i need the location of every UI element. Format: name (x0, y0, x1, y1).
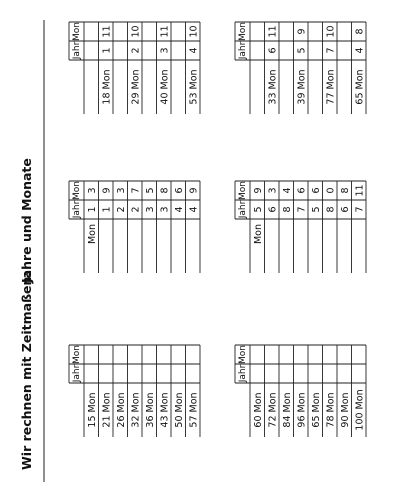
row-label: 90 Mon (339, 392, 351, 428)
cell-jahr: 5 (310, 206, 322, 213)
worksheet-header (19, 20, 44, 482)
cell-jahr: 4 (354, 47, 366, 54)
cell-jahr: 3 (144, 206, 156, 213)
table-top-right (69, 22, 200, 114)
row-label: 96 Mon (296, 392, 308, 428)
table-row (325, 392, 336, 427)
table-bottom-right (235, 22, 366, 114)
table-row (325, 25, 336, 104)
table-bottom-middle (235, 181, 366, 273)
table-row (87, 187, 98, 244)
row-label: 100 Mon (354, 389, 366, 431)
column-header-jahr: Jahr (238, 200, 248, 219)
cell-mon: 9 (296, 28, 308, 35)
cell-mon: 5 (144, 187, 156, 194)
cell-mon: 11 (267, 25, 279, 38)
row-label: 39 Mon (296, 69, 308, 105)
cell-mon: 8 (354, 28, 366, 35)
column-header-jahr: Jahr (238, 41, 248, 60)
cell-jahr: 5 (296, 47, 308, 54)
column-header-mon: Mon (238, 345, 248, 364)
cell-jahr: 6 (267, 47, 279, 54)
table-row (159, 392, 170, 427)
row-label: 15 Mon (86, 392, 98, 428)
cell-mon: 4 (281, 187, 293, 194)
cell-jahr: 1 (101, 47, 113, 54)
table-bottom-left (235, 345, 366, 437)
row-label: 18 Mon (101, 69, 113, 105)
column-header-mon: Mon (72, 345, 82, 364)
row-label: 72 Mon (267, 392, 279, 428)
cell-jahr: 8 (325, 206, 337, 213)
exercise-tables (69, 22, 366, 437)
row-label: 77 Mon (325, 69, 337, 105)
table-row (253, 187, 264, 244)
cell-jahr: 2 (130, 47, 142, 54)
cell-jahr: 1 (101, 206, 113, 213)
cell-jahr: 3 (159, 206, 171, 213)
cell-jahr: 2 (130, 206, 142, 213)
cell-mon: 0 (325, 187, 337, 194)
table-row (130, 25, 141, 104)
worksheet-title: Wir rechnen mit Zeitmaßen: (19, 271, 34, 470)
cell-mon: 9 (252, 187, 264, 194)
cell-jahr: 3 (159, 47, 171, 54)
cell-mon: 11 (354, 184, 366, 197)
cell-mon: 11 (159, 25, 171, 38)
column-header-jahr: Jahr (72, 41, 82, 60)
table-row (354, 184, 365, 212)
table-top-left (69, 345, 200, 437)
cell-mon: 6 (310, 187, 322, 194)
table-row (188, 392, 199, 427)
table-row (174, 392, 185, 427)
cell-jahr: 4 (188, 47, 200, 54)
cell-jahr: 7 (296, 206, 308, 213)
table-row (116, 392, 127, 427)
cell-mon: 10 (188, 25, 200, 38)
row-label: 29 Mon (130, 69, 142, 105)
unit-label: Mon (86, 223, 98, 245)
row-label: 60 Mon (252, 392, 264, 428)
column-header-jahr: Jahr (72, 364, 82, 383)
column-header-jahr: Jahr (238, 364, 248, 383)
cell-mon: 8 (339, 187, 351, 194)
table-row (354, 28, 365, 104)
cell-mon: 3 (267, 187, 279, 194)
row-label: 65 Mon (354, 69, 366, 105)
row-label: 50 Mon (173, 392, 185, 428)
table-row (130, 392, 141, 427)
cell-jahr: 4 (173, 206, 185, 213)
cell-jahr: 6 (267, 206, 279, 213)
column-header-mon: Mon (72, 181, 82, 200)
row-label: 32 Mon (130, 392, 142, 428)
cell-mon: 6 (296, 187, 308, 194)
cell-jahr: 6 (339, 206, 351, 213)
cell-jahr: 4 (188, 206, 200, 213)
cell-mon: 3 (86, 187, 98, 194)
cell-mon: 7 (130, 187, 142, 194)
table-row (101, 25, 112, 104)
cell-mon: 3 (115, 187, 127, 194)
row-label: 57 Mon (188, 392, 200, 428)
cell-jahr: 5 (252, 206, 264, 213)
row-label: 78 Mon (325, 392, 337, 428)
table-row (145, 392, 156, 427)
cell-jahr: 2 (115, 206, 127, 213)
cell-jahr: 1 (86, 206, 98, 213)
worksheet-subtitle: Jahre und Monate (19, 158, 34, 283)
table-row (159, 25, 170, 104)
table-row (267, 392, 278, 427)
table-row (253, 392, 264, 427)
table-row (282, 392, 293, 427)
cell-mon: 10 (130, 25, 142, 38)
cell-jahr: 8 (281, 206, 293, 213)
table-row (267, 25, 278, 104)
table-row (311, 392, 322, 427)
table-row (101, 392, 112, 427)
cell-mon: 8 (159, 187, 171, 194)
row-label: 33 Mon (267, 69, 279, 105)
cell-jahr: 7 (325, 47, 337, 54)
row-label: 65 Mon (310, 392, 322, 428)
cell-mon: 9 (101, 187, 113, 194)
row-label: 40 Mon (159, 69, 171, 105)
table-row (354, 389, 365, 430)
row-label: 53 Mon (188, 69, 200, 105)
table-top-middle (69, 181, 200, 273)
cell-jahr: 7 (354, 206, 366, 213)
table-row (188, 25, 199, 104)
table-row (340, 392, 351, 427)
cell-mon: 6 (173, 187, 185, 194)
table-row (296, 392, 307, 427)
row-label: 26 Mon (115, 392, 127, 428)
table-row (296, 28, 307, 104)
row-label: 21 Mon (101, 392, 113, 428)
column-header-mon: Mon (238, 22, 248, 41)
row-label: 43 Mon (159, 392, 171, 428)
cell-mon: 11 (101, 25, 113, 38)
cell-mon: 9 (188, 187, 200, 194)
row-label: 84 Mon (281, 392, 293, 428)
unit-label: Mon (252, 223, 264, 245)
column-header-mon: Mon (238, 181, 248, 200)
row-label: 36 Mon (144, 392, 156, 428)
column-header-mon: Mon (72, 22, 82, 41)
column-header-jahr: Jahr (72, 200, 82, 219)
cell-mon: 10 (325, 25, 337, 38)
table-row (87, 392, 98, 427)
